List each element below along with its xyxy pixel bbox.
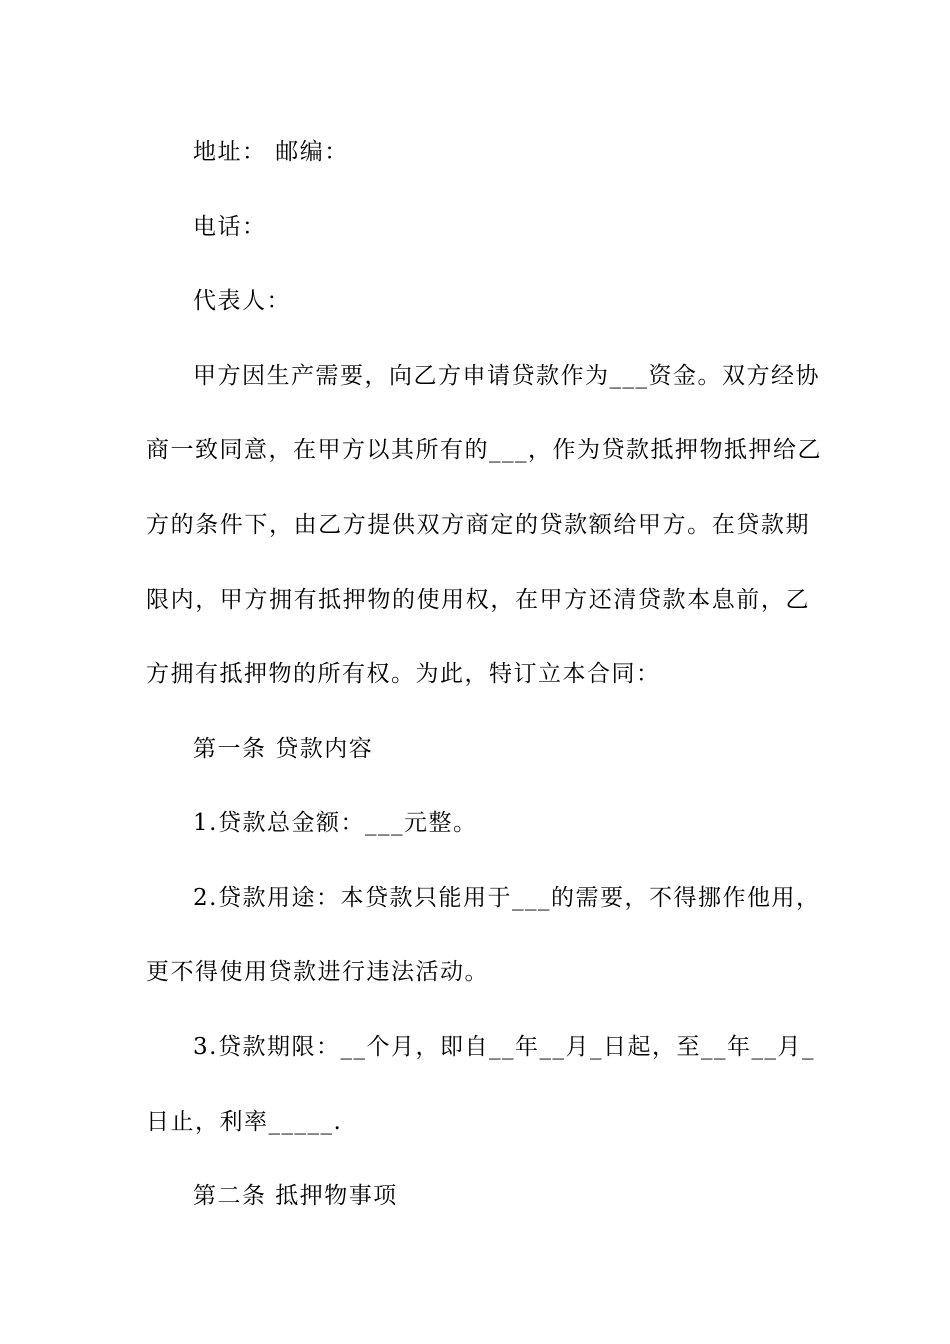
loan-term-line: 日止，利率_____. xyxy=(146,1109,343,1135)
phone-line: 电话： xyxy=(193,214,267,240)
loan-amount-line: 1.贷款总金额：___元整。 xyxy=(193,810,478,836)
article-2-heading: 第二条 抵押物事项 xyxy=(193,1183,398,1209)
paragraph-line: 限内，甲方拥有抵押物的使用权，在甲方还清贷款本息前，乙 xyxy=(146,587,810,613)
article-1-heading: 第一条 贷款内容 xyxy=(193,736,374,762)
representative-line: 代表人： xyxy=(193,288,291,314)
paragraph-line: 商一致同意，在甲方以其所有的___，作为贷款抵押物抵押给乙 xyxy=(146,437,822,463)
paragraph-line: 方拥有抵押物的所有权。为此，特订立本合同： xyxy=(146,661,661,687)
loan-purpose-line: 2.贷款用途：本贷款只能用于___的需要，不得挪作他用， xyxy=(193,885,821,911)
paragraph-line: 甲方因生产需要，向乙方申请贷款作为___资金。双方经协 xyxy=(193,363,820,389)
loan-purpose-line: 更不得使用贷款进行违法活动。 xyxy=(146,959,489,985)
loan-term-line: 3.贷款期限：__个月，即自__年__月_日起，至__年__月_ xyxy=(193,1034,815,1060)
paragraph-line: 方的条件下，由乙方提供双方商定的贷款额给甲方。在贷款期 xyxy=(146,512,810,538)
address-postcode-line: 地址： 邮编： xyxy=(193,139,349,165)
